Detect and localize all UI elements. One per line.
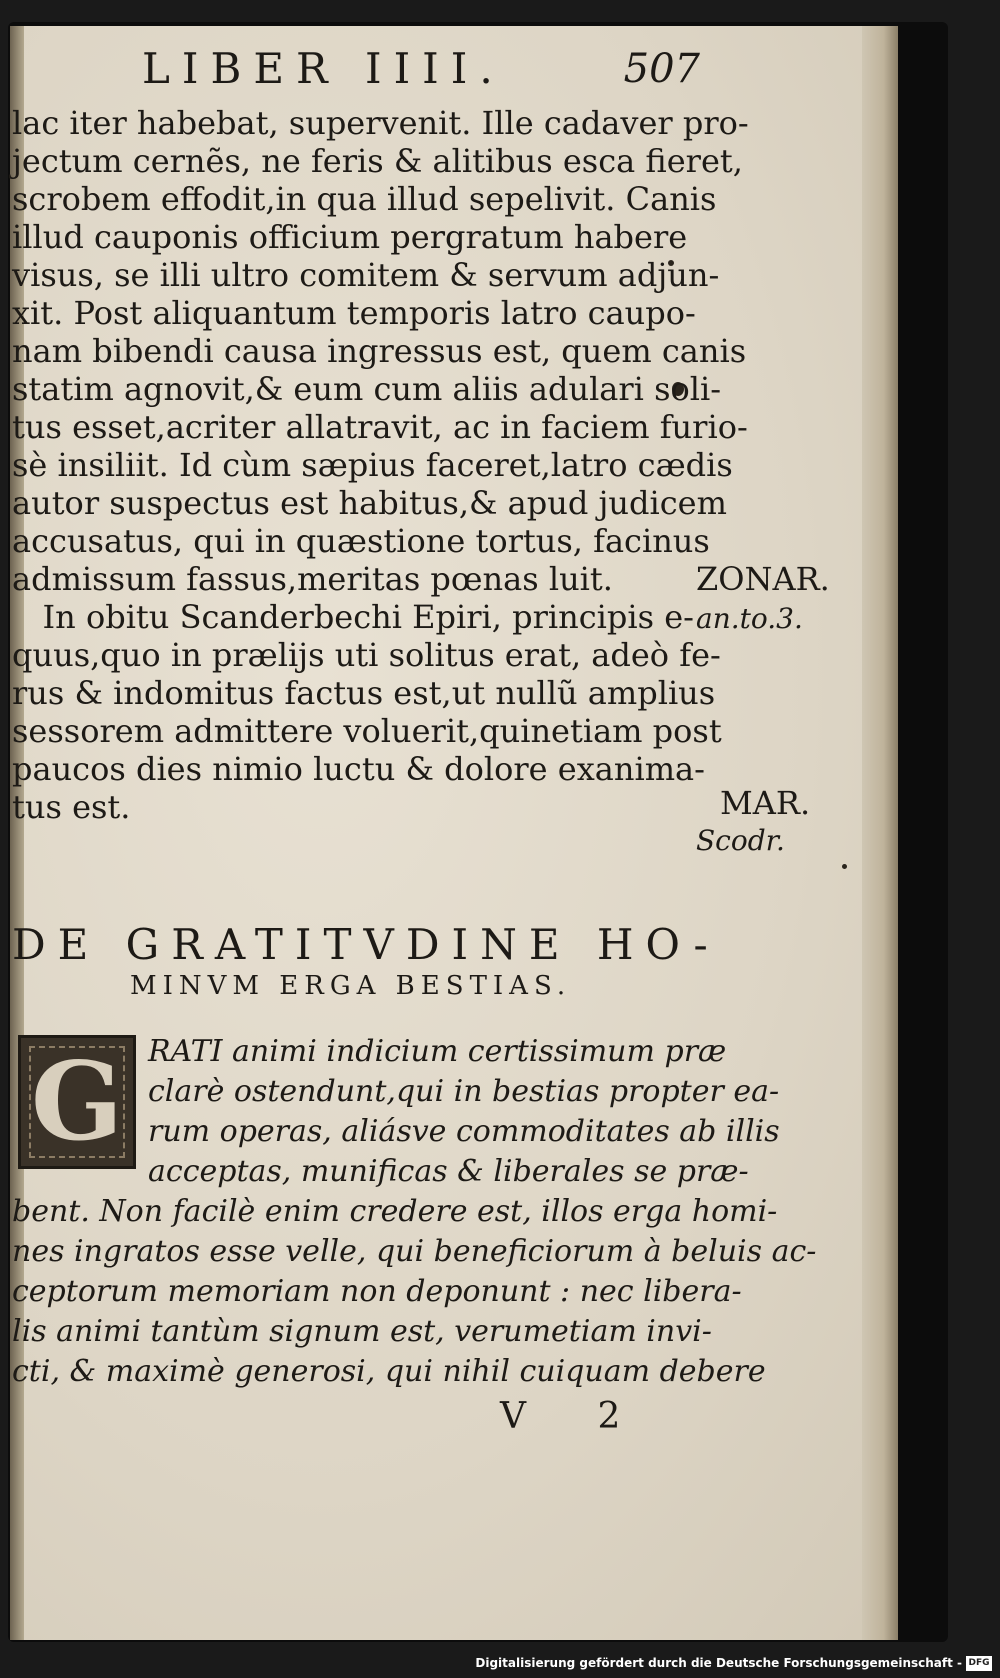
text-line: rus & indomitus factus est,ut nullũ amplius xyxy=(12,674,716,712)
text-line: accusatus, qui in quæstione tortus, facinus xyxy=(12,522,710,560)
text-line: lis animi tantùm signum est, verumetiam invi- xyxy=(12,1314,712,1349)
page-number: 507 xyxy=(623,46,700,92)
text-line: bent. Non facilè enim credere est, illos erga homi- xyxy=(12,1194,778,1229)
initial-letter: G xyxy=(30,1039,124,1165)
text-line: sè insiliit. Id cùm sæpius faceret,latro cædis xyxy=(12,446,733,484)
heading-line-1: DE GRATITVDINE HO- xyxy=(12,920,720,969)
text-line: autor suspectus est habitus,& apud judicem xyxy=(12,484,727,522)
section-heading xyxy=(12,920,720,1001)
text-line: admissum fassus,meritas pœnas luit. xyxy=(12,560,613,598)
body-text xyxy=(12,104,749,826)
funding-credit: Digitalisierung gefördert durch die Deutsche Forschungsgemeinschaft - xyxy=(475,1656,962,1670)
text-line: lac iter habebat, supervenit. Ille cadaver pro- xyxy=(12,104,749,142)
text-line: paucos dies nimio luctu & dolore exanima- xyxy=(12,750,705,788)
text-line: clarè ostendunt,qui in bestias propter ea- xyxy=(148,1074,780,1109)
footer-bar xyxy=(0,1648,1000,1678)
text-line: RATI animi indicium certissimum præ xyxy=(148,1034,727,1069)
text-line: acceptas, munificas & liberales se præ- xyxy=(148,1154,749,1189)
running-head xyxy=(10,44,700,98)
signature-mark: V 2 xyxy=(500,1396,651,1437)
text-line: cti, & maximè generosi, qui nihil cuiquam debere xyxy=(12,1354,766,1389)
dfg-logo: DFG xyxy=(966,1656,992,1671)
margin-note-mar: MAR. xyxy=(720,784,811,822)
text-line: sessorem admittere voluerit,quinetiam post xyxy=(12,712,722,750)
margin-note-zonar-ref: an.to.3. xyxy=(696,602,803,635)
text-line: ceptorum memoriam non deponunt : nec libera- xyxy=(12,1274,742,1309)
italic-paragraph xyxy=(12,1032,817,1392)
text-line: scrobem effodit,in qua illud sepelivit. Canis xyxy=(12,180,717,218)
text-line: tus esset,acriter allatravit, ac in faciem furio- xyxy=(12,408,748,446)
text-line: In obitu Scanderbechi Epiri, principis e- xyxy=(12,598,694,636)
text-line: tus est. xyxy=(12,788,131,826)
page-edge xyxy=(862,26,898,1640)
text-line: jectum cernẽs, ne feris & alitibus esca fieret, xyxy=(12,142,743,180)
margin-note-zonar: ZONAR. xyxy=(696,560,830,598)
text-line: illud cauponis officium pergratum habere xyxy=(12,218,688,256)
text-line: xit. Post aliquantum temporis latro caupo- xyxy=(12,294,696,332)
heading-line-2: MINVM ERGA BESTIAS. xyxy=(130,971,572,1001)
margin-note-mar-ref: Scodr. xyxy=(696,824,785,857)
text-line: nam bibendi causa ingressus est, quem canis xyxy=(12,332,747,370)
text-line: rum operas, aliásve commoditates ab illis xyxy=(148,1114,780,1149)
text-line: nes ingratos esse velle, qui beneficiorum à beluis ac- xyxy=(12,1234,817,1269)
running-title: LIBER IIII. xyxy=(142,44,505,93)
text-line: statim agnovit,& eum cum aliis adulari soli- xyxy=(12,370,722,408)
text-line: quus,quo in prælijs uti solitus erat, adeò fe- xyxy=(12,636,721,674)
text-line: visus, se illi ultro comitem & servum adjun- xyxy=(12,256,720,294)
ink-speck xyxy=(842,864,847,869)
